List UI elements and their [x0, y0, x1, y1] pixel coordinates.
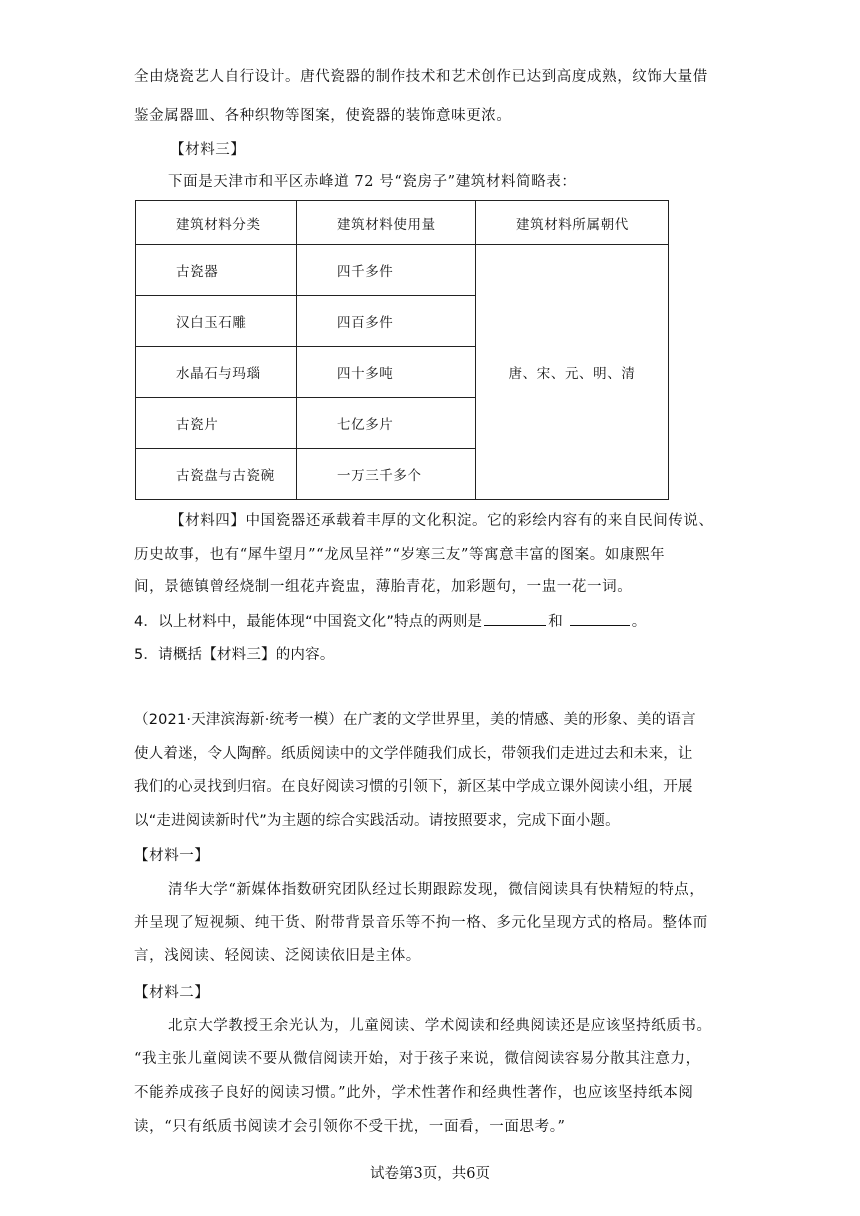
material2-line: “我主张儿童阅读不要从微信阅读开始，对于孩子来说，微信阅读容易分散其注意力，	[134, 1051, 701, 1067]
table-header-row	[136, 201, 669, 245]
material2-line: 读，“只有纸质书阅读才会引领你不受干扰，一面看，一面思考。”	[134, 1119, 566, 1135]
question-5: 5．请概括【材料三】的内容。	[134, 647, 335, 663]
section2-line: 使人着迷，令人陶醉。纸质阅读中的文学伴随我们成长，带领我们走进过去和未来，让	[134, 746, 693, 762]
page-footer: 试卷第3页，共6页	[370, 1166, 490, 1182]
material4-line: 历史故事，也有“犀牛望月”“龙凤呈祥”“岁寒三友”等寓意丰富的图案。如康熙年	[134, 547, 666, 563]
q4-and: 和	[548, 614, 563, 630]
cell-amount: 七亿多片	[297, 398, 476, 449]
answer-blank-1[interactable]	[484, 611, 546, 626]
answer-blank-2[interactable]	[570, 611, 630, 626]
material1-line: 言，浅阅读、轻阅读、泛阅读依旧是主体。	[134, 948, 421, 964]
cell-category: 古瓷片	[136, 398, 297, 449]
cell-amount: 四百多件	[297, 296, 476, 347]
cell-category: 水晶石与玛瑙	[136, 347, 297, 398]
materials-table	[135, 200, 669, 500]
cell-amount: 四千多件	[297, 245, 476, 296]
section2-line: 以“走进阅读新时代”为主题的综合实践活动。请按照要求，完成下面小题。	[134, 813, 620, 829]
cell-dynasty: 唐、宋、元、明、清	[476, 245, 669, 500]
intro-line: 全由烧瓷艺人自行设计。唐代瓷器的制作技术和艺术创作已达到高度成熟，纹饰大量借	[134, 69, 708, 85]
header-amount: 建筑材料使用量	[297, 201, 476, 245]
material4-line: 【材料四】中国瓷器还承载着丰厚的文化积淀。它的彩绘内容有的来自民间传说、	[170, 513, 714, 529]
q4-text: 4．以上材料中，最能体现“中国瓷文化”特点的两则是	[134, 614, 483, 630]
header-category: 建筑材料分类	[136, 201, 297, 245]
question-4	[134, 611, 646, 632]
cell-category: 古瓷器	[136, 245, 297, 296]
cell-category: 古瓷盘与古瓷碗	[136, 449, 297, 500]
material1-heading: 【材料一】	[134, 848, 210, 864]
cell-amount: 四十多吨	[297, 347, 476, 398]
cell-amount: 一万三千多个	[297, 449, 476, 500]
intro-line: 鉴金属器皿、各种织物等图案，使瓷器的装饰意味更浓。	[134, 108, 512, 124]
material2-line: 北京大学教授王余光认为，儿童阅读、学术阅读和经典阅读还是应该坚持纸质书。	[168, 1018, 712, 1034]
table-row	[136, 245, 669, 296]
material2-heading: 【材料二】	[134, 985, 210, 1001]
cell-category: 汉白玉石雕	[136, 296, 297, 347]
header-dynasty: 建筑材料所属朝代	[476, 201, 669, 245]
table-caption: 下面是天津市和平区赤峰道 72 号“瓷房子”建筑材料简略表：	[168, 174, 577, 190]
section2-line: （2021·天津滨海新·统考一模）在广袤的文学世界里，美的情感、美的形象、美的语言	[134, 712, 696, 728]
material4-line: 间，景德镇曾经烧制一组花卉瓷盅，薄胎青花，加彩题句，一盅一花一词。	[134, 579, 633, 595]
q4-end: 。	[631, 614, 647, 630]
material2-line: 不能养成孩子良好的阅读习惯。”此外，学术性著作和经典性著作，也应该坚持纸本阅	[134, 1085, 694, 1101]
material3-heading: 【材料三】	[170, 142, 246, 158]
material1-line: 清华大学“新媒体指数研究团队经过长期跟踪发现，微信阅读具有快精短的特点，	[168, 882, 705, 898]
section2-line: 我们的心灵找到归宿。在良好阅读习惯的引领下，新区某中学成立课外阅读小组，开展	[134, 779, 693, 795]
material1-line: 并呈现了短视频、纯干货、附带背景音乐等不拘一格、多元化呈现方式的格局。整体而	[134, 915, 708, 931]
